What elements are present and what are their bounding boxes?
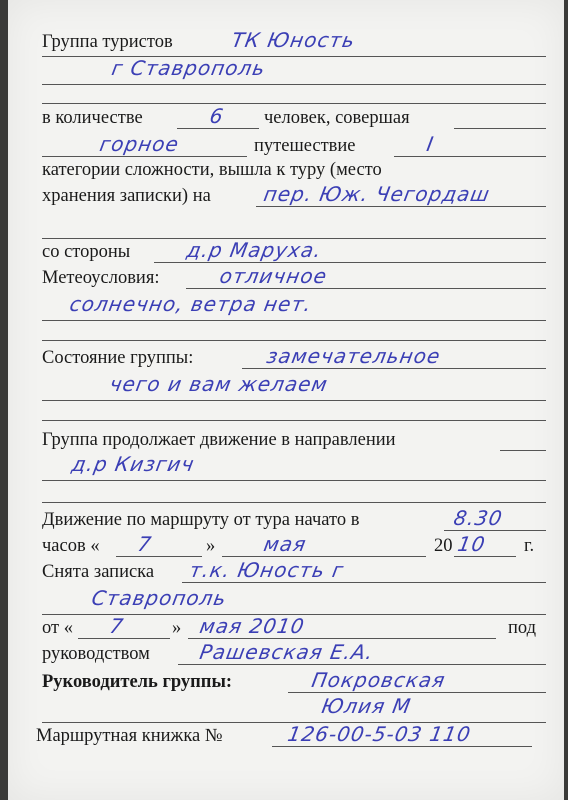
count-trailing-line [454, 108, 546, 129]
state-value-1: замечательное [264, 344, 443, 368]
taken-value-1: т.к. Юность г [187, 558, 347, 582]
from-side-label: со стороны [42, 242, 131, 262]
leader-label: Руководитель группы: [42, 672, 233, 692]
leader-value-2: Юлия М [319, 694, 414, 718]
taken-row-2 [42, 586, 546, 615]
weather-value-2: солнечно, ветра нет. [67, 292, 314, 316]
book-label: Маршрутная книжка № [36, 726, 223, 746]
separator [42, 420, 546, 421]
taken-label: Снята записка [42, 562, 155, 582]
leader-row-2 [42, 694, 546, 723]
state-row [42, 344, 546, 372]
taken-value-2: Ставрополь [89, 586, 229, 610]
category-text-row-2 [42, 182, 546, 210]
start-time: 8.30 [451, 506, 505, 530]
start-year: 10 [455, 532, 488, 556]
year-prefix: 20 [434, 536, 453, 556]
count-row [42, 104, 546, 132]
direction-row-2 [42, 452, 546, 481]
taken-date: мая 2010 [197, 614, 307, 638]
category-text-row-1 [42, 156, 546, 184]
start-day-line [116, 536, 202, 557]
from-label: от « [42, 618, 73, 638]
start-day-quote-close: » [206, 536, 216, 556]
direction-label: Группа продолжает движение в направлении [42, 430, 396, 450]
taken-day: 7 [107, 614, 126, 638]
leadership-row [42, 640, 546, 668]
separator [42, 340, 546, 341]
hours-label: часов « [42, 536, 100, 556]
start-label: Движение по маршруту от тура начато в [42, 510, 360, 530]
weather-label: Метеоусловия: [42, 268, 160, 288]
group-label: Группа туристов [42, 32, 173, 52]
start-month-line [222, 536, 426, 557]
start-month: мая [261, 532, 309, 556]
category-line1: категории сложности, вышла к туру (место [42, 160, 382, 180]
category-line2: хранения записки) на [42, 186, 211, 206]
weather-row-2 [42, 292, 546, 321]
count-value: 6 [207, 104, 226, 128]
trip-label: путешествие [254, 136, 356, 156]
book-value: 126-00-5-03 110 [285, 722, 474, 746]
category-line [394, 136, 546, 157]
group-value-1: ТК Юность [229, 28, 358, 52]
book-row [36, 722, 546, 750]
start-row [42, 506, 546, 534]
separator [42, 502, 546, 503]
start-day: 7 [135, 532, 154, 556]
state-value-2: чего и вам желаем [107, 372, 330, 396]
direction-row [42, 426, 546, 454]
under-label: под [508, 618, 537, 638]
direction-value: д.р Кизгич [69, 452, 197, 476]
from-side-row [42, 238, 546, 266]
group-value-2: г Ставрополь [109, 56, 268, 80]
start-date-row [42, 532, 546, 560]
group-row [42, 28, 546, 57]
category-value: I [424, 132, 437, 156]
count-label: в количестве [42, 108, 143, 128]
direction-trailing-line [500, 430, 546, 451]
taken-day-quote-close: » [172, 618, 182, 638]
state-row-2 [42, 372, 546, 401]
from-side-value: д.р Маруха. [184, 238, 324, 262]
leader-value-1: Покровская [309, 668, 448, 692]
state-label: Состояние группы: [42, 348, 194, 368]
taken-row [42, 558, 546, 586]
group-row-2 [42, 56, 546, 85]
leadership-label: руководством [42, 644, 150, 664]
taken-date-row [42, 614, 546, 642]
place-value: пер. Юж. Чегордаш [261, 182, 493, 206]
leadership-value: Рашевская Е.А. [197, 640, 376, 664]
weather-value-1: отличное [217, 264, 330, 288]
leader-row [42, 668, 546, 696]
trip-type: горное [97, 132, 182, 156]
count-suffix: человек, совершая [264, 108, 410, 128]
year-suffix: г. [524, 536, 535, 556]
weather-row [42, 264, 546, 292]
